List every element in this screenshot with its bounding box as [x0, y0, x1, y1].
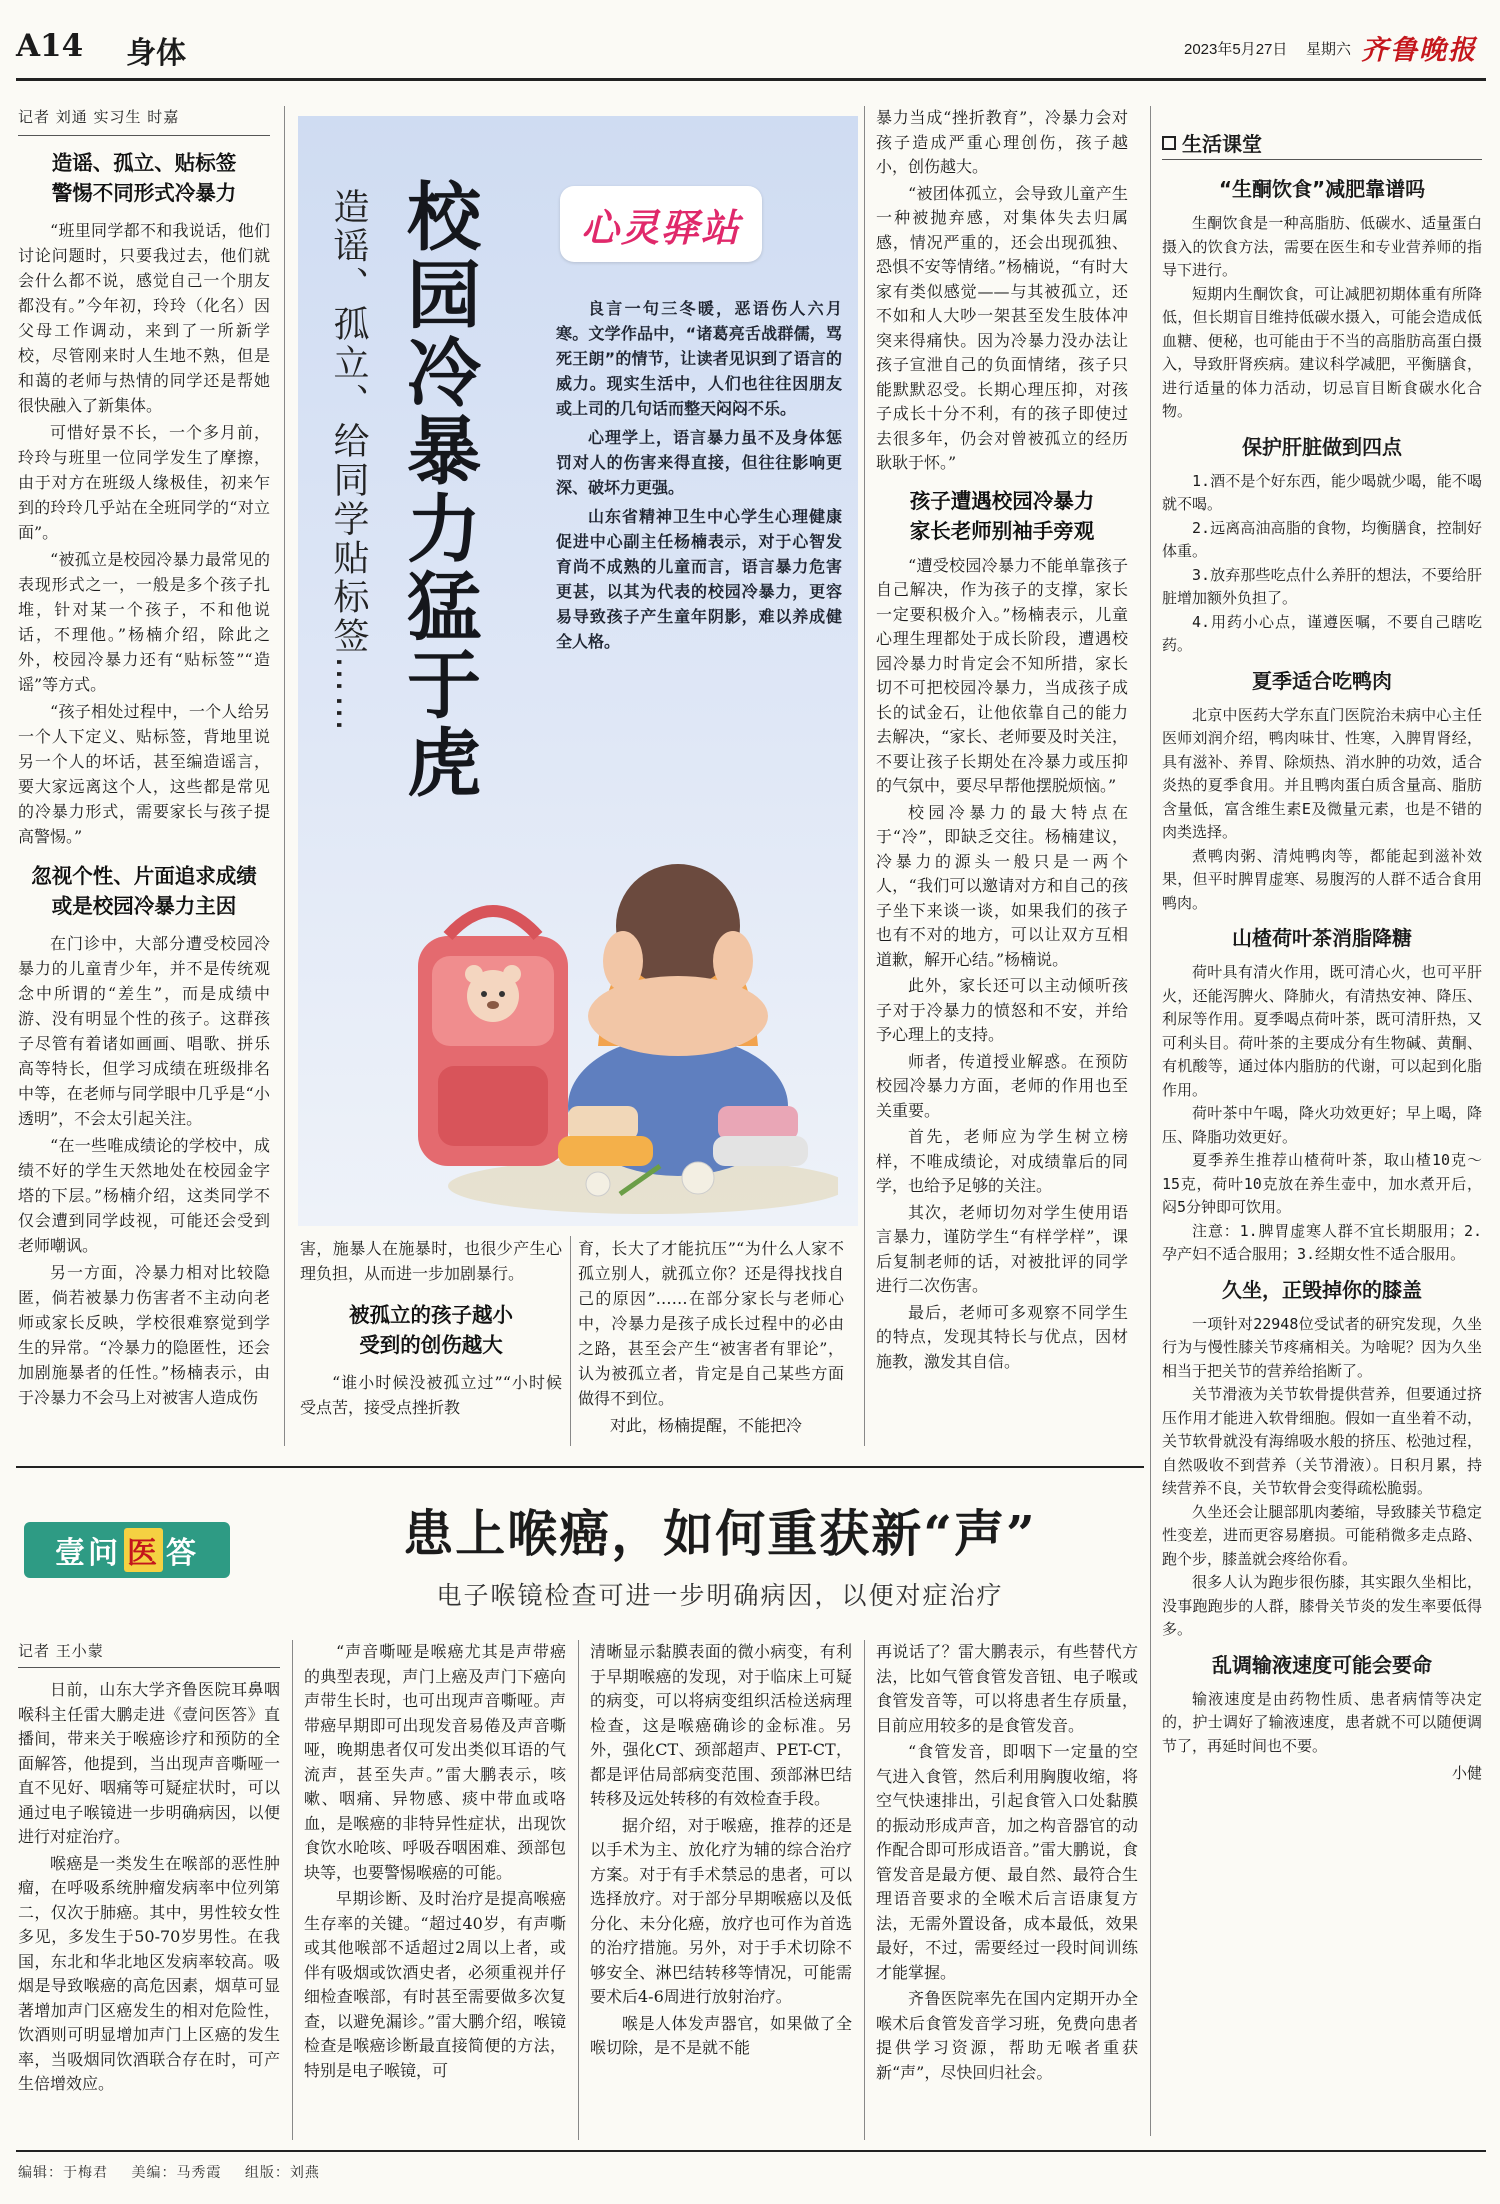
- column-divider: [284, 106, 285, 1446]
- subhead-1b: 警惕不同形式冷暴力: [51, 181, 237, 205]
- divider: [18, 135, 270, 136]
- bottom-column-4: [876, 1640, 1138, 2087]
- paragraph: “食管发音，即咽下一定量的空气进入食管，然后利用胸腹收缩，将空气快速排出，引起食管入口处黏膜的振动形成声音，加之构音器官的动作配合即可形成语音。”雷大鹏说，食管发音是最方便、最自然、最符合生理语音要求的全喉术后言语康复方法，无需外置设备，成本最低，效果最好，不过，需要经过一段时间训练才能掌握。: [876, 1742, 1138, 1982]
- sidebar-paragraph: 3.放弃那些吃点什么养肝的想法，不要给肝脏增加额外负担了。: [1162, 565, 1482, 607]
- sidebar-paragraph: 北京中医药大学东直门医院治未病中心主任医师刘润介绍，鸭肉味甘、性寒，入脾胃肾经，具有滋补、养胃、除烦热、消水肿的功效，适合炎热的夏季食用。并且鸭肉蛋白质含量高、脂肪含量低，富含维生素E及微量元素，也是不错的肉类选择。: [1162, 705, 1482, 841]
- intro-text: [556, 296, 842, 654]
- paragraph: 暴力当成“挫折教育”，冷暴力会对孩子造成严重心理创伤，孩子越小，创伤越大。: [876, 108, 1128, 176]
- sidebar-paragraph: 煮鸭肉粥、清炖鸭肉等，都能起到滋补效果，但平时脾胃虚寒、易腹泻的人群不适合食用鸭肉。: [1162, 846, 1482, 912]
- section-name: 身体: [126, 36, 186, 71]
- sidebar-header: [1162, 128, 1482, 157]
- footer-editor: 编辑：于梅君: [18, 2165, 108, 2181]
- footer-proof: 组版：刘燕: [244, 2165, 320, 2181]
- ask-logo-text-c: 答: [166, 1536, 199, 1571]
- article-column-3: [578, 1236, 844, 1440]
- divider: [18, 1667, 280, 1668]
- paragraph: 日前，山东大学齐鲁医院耳鼻咽喉科主任雷大鹏走进《壹问医答》直播间，带来关于喉癌诊疗和预防的全面解答，他提到，当出现声音嘶哑一直不见好、咽痛等可疑症状时，可以通过电子喉镜进一步明确病因，以便进行对症治疗。: [18, 1680, 280, 1846]
- subhead-4b: 家长老师别袖手旁观: [909, 518, 1095, 543]
- sidebar-life-class: [1162, 128, 1482, 1783]
- column-divider: [578, 1640, 579, 2140]
- ask-logo-text-a: 壹问: [55, 1536, 121, 1571]
- subhead-1a: 造谣、孤立、贴标签: [51, 151, 237, 175]
- backpack-icon: [418, 911, 568, 1166]
- sidebar-paragraph: 4.用药小心点，谨遵医嘱，不要自己瞎吃药。: [1162, 612, 1482, 654]
- paragraph: “被团体孤立，会导致儿童产生一种被抛弃感，对集体失去归属感，情况严重的，还会出现孤独、恐惧不安等情绪。”杨楠说，“有时大家有类似感觉——与其被孤立，还不如和人大吵一架甚至发生肢体冲突来得痛快。因为冷暴力没办法让孩子宣泄自己的负面情绪，孩子只能默默忍受。长期心理压抑，对孩子成长十分不利，有的孩子即使过去很多年，仍会对曾被孤立的经历耿耿于怀。”: [876, 183, 1128, 472]
- paragraph: 另一方面，冷暴力相对比较隐匿，倘若被暴力伤害者不主动向老师或家长反映，学校很难察觉到学生的异常。“冷暴力的隐匿性，还会加剧施暴者的任性。”杨楠表示，由于冷暴力不会马上对被害人造成伤: [18, 1263, 270, 1407]
- column-divider: [292, 1640, 293, 2140]
- sidebar-header-label: 生活课堂: [1182, 132, 1262, 156]
- sidebar-paragraph: 短期内生酮饮食，可让减肥初期体重有所降低，但长期盲目维持低碳水摄入，可能会造成低血糖、便秘，也可能由于不当的高脂肪高蛋白摄入，导致肝肾疾病。建议科学减肥，平衡膳食，进行适量的体力活动，切忌盲目断食碳水化合物。: [1162, 284, 1482, 420]
- headline: 校园冷暴力猛于虎: [395, 178, 481, 802]
- subhead-3a: 被孤立的孩子越小: [349, 1303, 513, 1327]
- crying-child-illustration: [398, 806, 838, 1226]
- paragraph: 齐鲁医院率先在国内定期开办全喉术后食管发音学习班，免费向患者提供学习资源，帮助无喉者重获新“声”，尽快回归社会。: [876, 1989, 1138, 2082]
- sidebar-paragraph: 久坐还会让腿部肌肉萎缩，导致膝关节稳定性变差，进而更容易磨损。可能稍微多走点路、跑个步，膝盖就会疼给你看。: [1162, 1502, 1482, 1568]
- sub-headline: 造谣、孤立、给同学贴标签……: [328, 188, 369, 734]
- column-badge-label: 心灵驿站: [580, 205, 741, 250]
- subhead-2a: 忽视个性、片面追求成绩: [31, 864, 257, 888]
- sidebar-divider: [1150, 106, 1151, 2136]
- paragraph: “在一些唯成绩论的学校中，成绩不好的学生天然地处在校园金字塔的下层。”杨楠介绍，这类同学不仅会遭到同学歧视，可能还会受到老师嘲讽。: [18, 1136, 270, 1255]
- sidebar-title: 山楂荷叶茶消脂降糖: [1232, 926, 1412, 950]
- intro-paragraph: 心理学上，语言暴力虽不及身体惩罚对人的伤害来得直接，但往往影响更深、破坏力更强。: [556, 428, 842, 497]
- intro-paragraph: 良言一句三冬暖，恶语伤人六月寒。文学作品中，“诸葛亮舌战群儒，骂死王朗”的情节，让读者见识到了语言的威力。现实生活中，人们也往往因朋友或上司的几句话而整天闷闷不乐。: [556, 299, 842, 418]
- masthead: [16, 28, 1486, 71]
- paragraph: 喉是人体发声器官，如果做了全喉切除，是不是就不能: [590, 2013, 852, 2057]
- sidebar-title: 久坐，正毁掉你的膝盖: [1222, 1277, 1422, 1302]
- sidebar-paragraph: 很多人认为跑步很伤膝，其实跟久坐相比，没事跑跑步的人群，膝骨关节炎的发生率要低得多。: [1162, 1573, 1482, 1638]
- column-badge: [560, 186, 762, 262]
- bottom-column-3: [590, 1640, 852, 2063]
- sidebar-title: “生酮饮食”减肥靠谱吗: [1218, 177, 1426, 201]
- sidebar-paragraph: 输液速度是由药物性质、患者病情等决定的，护士调好了输液速度，患者就不可以随便调节了，再延时间也不要。: [1162, 1689, 1482, 1755]
- intro-paragraph: 山东省精神卫生中心学生心理健康促进中心副主任杨楠表示，对于心智发育尚不成熟的儿童而言，语言暴力危害更甚，以其为代表的校园冷暴力，更容易导致孩子产生童年阴影，难以养成健全人格。: [556, 507, 842, 651]
- paragraph: 害，施暴人在施暴时，也很少产生心理负担，从而进一步加剧暴行。: [300, 1239, 562, 1283]
- paragraph: 此外，家长还可以主动倾听孩子对于冷暴力的愤怒和不安，并给予心理上的支持。: [876, 976, 1128, 1044]
- sidebar-paragraph: 注意：1.脾胃虚寒人群不宜长期服用；2.孕产妇不适合服用；3.经期女性不适合服用。: [1162, 1221, 1482, 1263]
- paragraph: 校园冷暴力的最大特点在于“冷”，即缺乏交往。杨楠建议，冷暴力的源头一般只是一两个人，“我们可以邀请对方和自己的孩子坐下来谈一谈，如果我们的孩子也有不对的地方，可以让双方互相道歉，解开心结。”杨楠说。: [876, 802, 1128, 969]
- sidebar-paragraph: 1.酒不是个好东西，能少喝就少喝，能不喝就不喝。: [1162, 471, 1482, 513]
- article-column-2: [300, 1236, 562, 1422]
- paragraph: “声音嘶哑是喉癌尤其是声带癌的典型表现，声门上癌及声门下癌向声带生长时，也可出现声音嘶哑。声带癌早期即可出现发音易倦及声音嘶哑，晚期患者仅可发出类似耳语的气流声，甚至失声。”雷大鹏表示，咳嗽、咽痛、异物感、痰中带血或咯血，是喉癌的非特异性症状，出现饮食饮水呛咳、呼吸吞咽困难、颈部包块等，也要警惕喉癌的可能。: [304, 1642, 566, 1882]
- column-divider: [570, 1236, 571, 1446]
- bottom-story-rule: [16, 1466, 1144, 1468]
- sidebar-title: 乱调输液速度可能会要命: [1212, 1652, 1432, 1677]
- bottom-subheadline: 电子喉镜检查可进一步明确病因，以便对症治疗: [436, 1581, 1004, 1610]
- column-divider: [864, 106, 865, 1446]
- paragraph: “孩子相处过程中，一个人给另一个人下定义、贴标签，背地里说另一个人的坏话，甚至编造谣言，要大家远离这个人，这些都是常见的冷暴力形式，需要家长与孩子提高警惕。”: [18, 702, 270, 846]
- article-column-4: [876, 106, 1128, 1376]
- paragraph: 早期诊断、及时治疗是提高喉癌生存率的关键。“超过40岁，有声嘶或其他喉部不适超过2周以上者，或伴有吸烟或饮酒史者，必须重视并仔细检查喉部，有时甚至需要做多次复查，以避免漏诊。”雷大鹏介绍，喉镜检查是喉癌诊断最直接简便的方法，特别是电子喉镜，可: [304, 1889, 566, 2080]
- footer-designer: 美编：马秀霞: [131, 2165, 222, 2181]
- paragraph: 最后，老师可多观察不同学生的特点，发现其特长与优点，因材施教，激发其自信。: [876, 1302, 1128, 1371]
- bottom-column-2: [304, 1640, 566, 2085]
- paragraph: 清晰显示黏膜表面的微小病变，有利于早期喉癌的发现，对于临床上可疑的病变，可以将病变组织活检送病理检查，这是喉癌确诊的金标准。另外，强化CT、颈部超声、PET-CT，都是评估局部病变范围、颈部淋巴结转移及远处转移的有效检查手段。: [590, 1642, 852, 1808]
- paragraph: 首先，老师应为学生树立榜样，不唯成绩论，对成绩靠后的同学，也给予足够的关注。: [876, 1127, 1128, 1195]
- ask-doctor-logo: [24, 1522, 230, 1578]
- masthead-rule: [16, 78, 1486, 81]
- divider: [1162, 159, 1482, 160]
- paragraph: 再说话了？雷大鹏表示，有些替代方法，比如气管食管发音钮、电子喉或食管发音等，可以将患者生存质量，目前应用较多的是食管发音。: [876, 1642, 1138, 1735]
- paragraph: 喉癌是一类发生在喉部的恶性肿瘤，在呼吸系统肿瘤发病率中位列第二，仅次于肺癌。其中，男性较女性多见，多发生于50-70岁男性。在我国，东北和华北地区发病率较高。吸烟是导致喉癌的高危因素，烟草可显著增加声门区癌发生的相对危险性，饮酒则可明显增加声门上区癌的发生率，当吸烟同饮酒联合存在时，可产生倍增效应。: [18, 1853, 280, 2093]
- sidebar-paragraph: 关节滑液为关节软骨提供营养，但要通过挤压作用才能进入软骨细胞。假如一直坐着不动，关节软骨就没有海绵吸水般的挤压、松弛过程，自然吸收不到营养（关节滑液）。日积月累，持续营养不良，关节软骨会变得疏松脆弱。: [1162, 1385, 1482, 1497]
- subhead-2b: 或是校园冷暴力主因: [51, 894, 237, 918]
- issue-weekday: 星期六: [1306, 41, 1352, 58]
- paragraph: “班里同学都不和我说话，他们讨论问题时，只要我过去，他们就会什么都不说，感觉自己一个朋友都没有。”今年初，玲玲（化名）因父母工作调动，来到了一所新学校，尽管刚来时人生地不熟，但是和蔼的老师与热情的同学还是帮她很快融入了新集体。: [18, 221, 270, 415]
- paragraph: 其次，老师切勿对学生使用语言暴力，谨防学生“有样学样”，课后复制老师的话，对被批评的同学进行二次伤害。: [876, 1202, 1128, 1295]
- byline: 记者 王小蒙: [18, 1642, 104, 1660]
- subhead-4a: 孩子遭遇校园冷暴力: [909, 488, 1095, 513]
- sidebar-paragraph: 荷叶茶中午喝，降火功效更好；早上喝，降压、降脂功效更好。: [1162, 1104, 1482, 1146]
- newspaper-logo: 齐鲁晚报: [1361, 35, 1477, 66]
- paragraph: “被孤立是校园冷暴力最常见的表现形式之一，一般是多个孩子扎堆，针对某一个孩子，不和他说话，不理他。”杨楠介绍，除此之外，校园冷暴力还有“贴标签”“造谣”等方式。: [18, 550, 270, 694]
- sidebar-paragraph: 荷叶具有清火作用，既可清心火，也可平肝火，还能泻脾火、降肺火，有清热安神、降压、利尿等作用。夏季喝点荷叶茶，既可清肝热，又可利头目。荷叶茶的主要成分有生物碱、黄酮、有机酸等，通过体内脂肪的代谢，可以起到化脂作用。: [1162, 963, 1482, 1099]
- footer-credits: [18, 2162, 818, 2182]
- page-number: A14: [16, 28, 84, 64]
- sidebar-paragraph: 夏季养生推荐山楂荷叶茶，取山楂10克～15克，荷叶10克放在养生壶中，加水煮开后，闷5分钟即可饮用。: [1162, 1151, 1482, 1216]
- article-column-1: [18, 106, 270, 1412]
- byline: 记者 刘通 实习生 时嘉: [18, 108, 180, 126]
- footer-rule: [16, 2150, 1486, 2152]
- paragraph: 对此，杨楠提醒，不能把冷: [610, 1416, 803, 1435]
- paragraph: “遭受校园冷暴力不能单靠孩子自己解决，作为孩子的支撑，家长一定要积极介入。”杨楠表示，儿童心理生理都处于成长阶段，遭遇校园冷暴力时肯定会不知所措，家长切不可把校园冷暴力，当成孩子成长的试金石，让他依靠自己的能力去解决，“家长、老师要及时关注，不要让孩子长期处在冷暴力或压抑的气氛中，要尽早帮他摆脱烦恼。”: [876, 555, 1128, 795]
- sidebar-signature: 小健: [1451, 1764, 1482, 1782]
- sidebar-paragraph: 2.远离高油高脂的食物，均衡膳食，控制好体重。: [1162, 518, 1482, 560]
- paragraph: 在门诊中，大部分遭受校园冷暴力的儿童青少年，并不是传统观念中所谓的“差生”，而是成绩中游、没有明显个性的孩子。这群孩子尽管有着诸如画画、唱歌、拼乐高等特长，但学习成绩在班级排名中等，在老师与同学眼中几乎是“小透明”，不会太引起关注。: [18, 934, 270, 1128]
- child-figure: [558, 864, 808, 1176]
- hero-panel: [298, 116, 858, 1226]
- sidebar-paragraph: 生酮饮食是一种高脂肪、低碳水、适量蛋白摄入的饮食方法，需要在医生和专业营养师的指导下进行。: [1162, 214, 1482, 279]
- square-icon: [1162, 136, 1176, 150]
- paragraph: 可惜好景不长，一个多月前，玲玲与班里一位同学发生了摩擦，由于对方在班级人缘极佳，初来乍到的玲玲几乎站在全班同学的“对立面”。: [18, 423, 270, 542]
- sidebar-paragraph: 一项针对22948位受试者的研究发现，久坐行为与慢性膝关节疼痛相关。为啥呢？因为久坐相当于把关节的营养给掐断了。: [1162, 1314, 1482, 1380]
- issue-date: 2023年5月27日: [1184, 41, 1288, 58]
- sidebar-title: 夏季适合吃鸭肉: [1252, 668, 1392, 693]
- ask-logo-text-b: 医: [124, 1528, 163, 1572]
- paragraph: 据介绍，对于喉癌，推荐的还是以手术为主、放化疗为辅的综合治疗方案。对于有手术禁忌的患者，可以选择放疗。对于部分早期喉癌以及低分化、未分化癌，放疗也可作为首选的治疗措施。另外，对于手术切除不够安全、淋巴结转移等情况，可能需要术后4-6周进行放射治疗。: [590, 1815, 852, 2006]
- sidebar-title: 保护肝脏做到四点: [1242, 434, 1402, 459]
- bottom-headline: 患上喉癌，如何重获新“声”: [403, 1504, 1037, 1563]
- bottom-column-1: [18, 1640, 280, 2099]
- column-divider: [864, 1640, 865, 2140]
- subhead-3b: 受到的创伤越大: [359, 1333, 503, 1357]
- paragraph: 师者，传道授业解惑。在预防校园冷暴力方面，老师的作用也至关重要。: [876, 1051, 1128, 1120]
- paragraph: 育，长大了才能抗压”“为什么人家不孤立别人，就孤立你？还是得找找自己的原因”……在部分家长与老师心中，冷暴力是孩子成长过程中的必由之路，甚至会产生“被害者有罪论”，认为被孤立者，肯定是自己某些方面做得不到位。: [578, 1239, 844, 1408]
- paragraph: “谁小时候没被孤立过”“小时候受点苦，接受点挫折教: [300, 1373, 562, 1417]
